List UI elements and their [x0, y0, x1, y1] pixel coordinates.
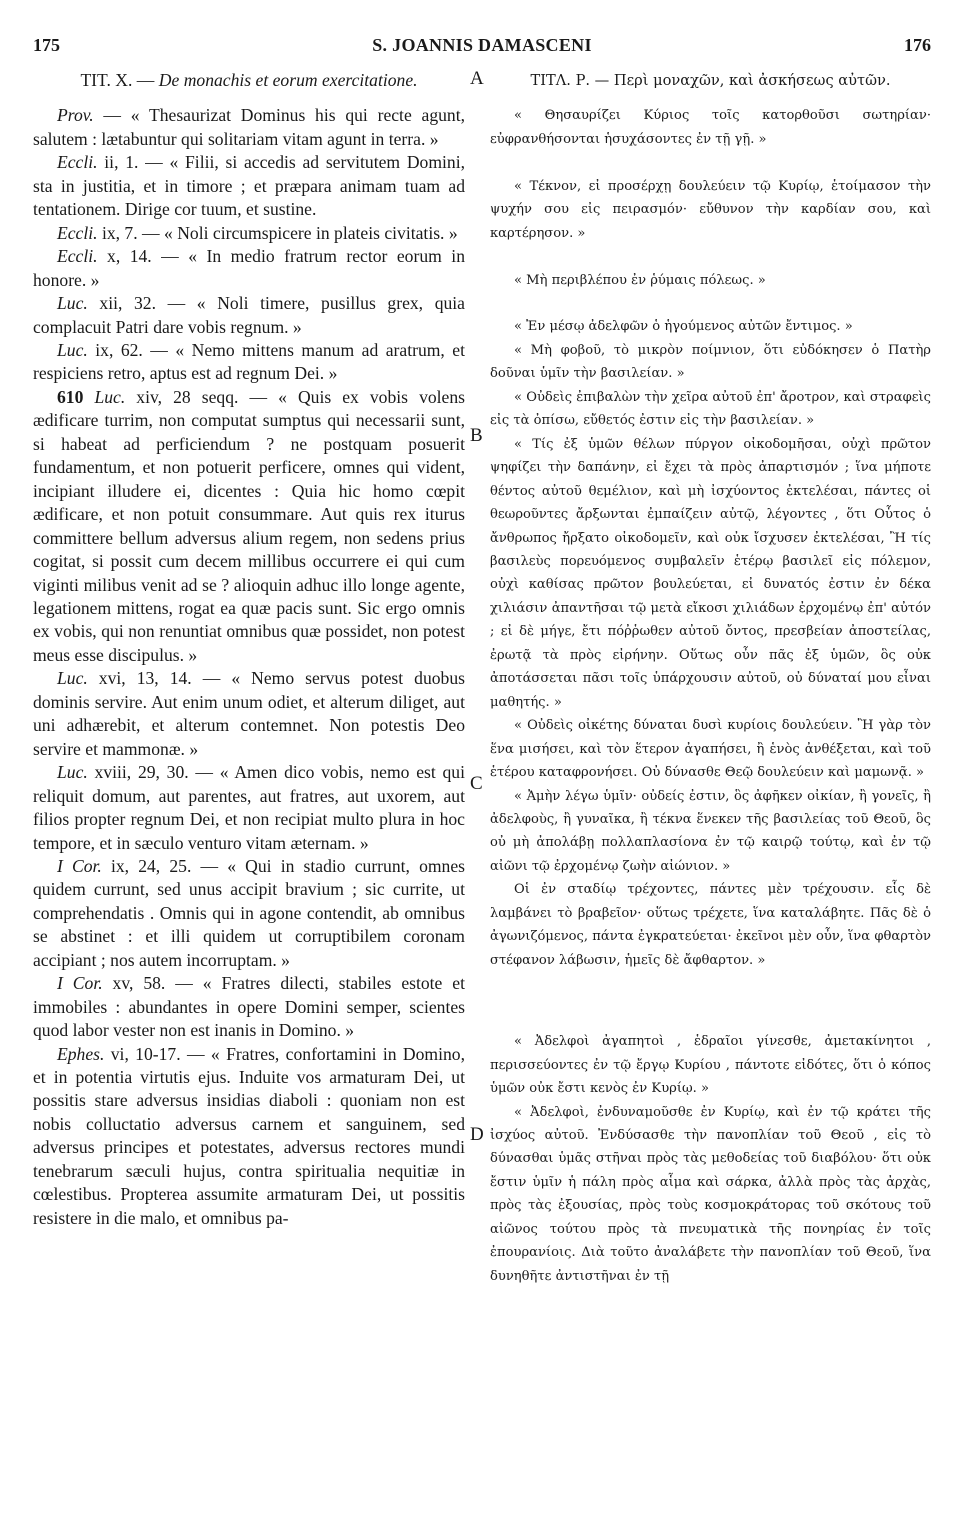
latin-paragraph: Luc. xviii, 29, 30. — « Amen dico vobis, nemo est qui reliquit domum, aut parentes, aut fratres, aut uxorem, aut filios propter regnum Dei, et non recipiat multo plura in hoc tempore, et in sæculo venturo vitam æternam. » — [33, 762, 465, 853]
latin-paragraph: 610 Luc. xiv, 28 seqq. — « Quis ex vobis volens ædificare turrim, non computat sumptus qui necessarii sunt, si habeat ad perficiendum ? ne postquam posuerit fundamentum, et non potuerit perficere, omnes qui vident, incipiant illudere ei, dicentes : Quia hic homo cœpit ædificare, et non potuit consummare. Aut quis rex iturus committere bellum adversus alium regem, non sedens prius cogitat, si possit cum decem millibus occurrere ei qui cum viginti milibus venit ad se ? alioquin adhuc illo longe agente, legationem mittens, rogat ea quæ pacis sunt. Sic ergo omnis ex vobis, qui non renuntiat omnibus quæ possidet, non potest meus esse discipulus. » — [33, 386, 466, 665]
column-number-610: 610 — [57, 386, 84, 407]
latin-section-title: TIT. X. — De monachis et eorum exercitatione. — [80, 70, 418, 90]
margin-marker-c: C — [470, 773, 483, 794]
latin-paragraph: Ephes. vi, 10-17. — « Fratres, confortamini in Domino, et in potentia virtutis ejus. Induite vos armaturam Dei, ut possitis stare adversus insidias diaboli : quoniam non est nobis colluctatio adversus carnem et sanguinem, sed adversus principes et potestates, adversus rectores mundi tenebrarum sæculi hujus, contra spiritualia nequitiæ in cœlestibus. Propterea assumite armaturam Dei, ut possitis resistere in die malo, et omnibus pa- — [33, 1043, 465, 1228]
greek-paragraph: « Οὐδεὶς οἰκέτης δύναται δυσὶ κυρίοις δουλεύειν. Ἢ γὰρ τὸν ἕνα μισήσει, καὶ τὸν ἕτερον ἀγαπήσει, ἢ ἑνὸς ἀνθέξεται, καὶ τοῦ ἑτέρου καταφρονήσει. Οὐ δύνασθε Θεῷ δουλεύειν καὶ μαμωνᾷ. » — [490, 718, 931, 781]
running-header — [33, 35, 931, 57]
greek-paragraph: « Θησαυρίζει Κύριος τοῖς κατορθοῦσι σωτηρίαν· εὐφρανθήσονται ἡσυχάσοντες ἐν τῇ γῇ. » — [490, 108, 931, 147]
greek-paragraph: « Τέκνον, εἰ προσέρχῃ δουλεύειν τῷ Κυρίῳ, ἑτοίμασον τὴν ψυχήν σου εἰς πειρασμόν· εὔθυνον τὴν καρδίαν σου, καὶ καρτέρησον. » — [490, 178, 931, 241]
page-number-right: 176 — [904, 35, 931, 55]
greek-paragraph: « Ἐν μέσῳ ἀδελφῶν ὁ ἡγούμενος αὐτῶν ἔντιμος. » — [514, 319, 853, 335]
margin-marker-b: B — [470, 425, 483, 446]
greek-paragraph: « Μὴ περιβλέπου ἐν ῥύμαις πόλεως. » — [514, 272, 766, 288]
page-number-left: 175 — [33, 35, 60, 55]
greek-column — [490, 69, 931, 1288]
latin-paragraph: Eccli. ii, 1. — « Filii, si accedis ad servitutem Domini, sta in justitia, et in timore ; et præpara animam tuam ad tentationem. Dirige cor tuum, et sustine. — [33, 152, 465, 220]
greek-paragraph: « Ἀδελφοὶ ἀγαπητοὶ , ἑδραῖοι γίνεσθε, ἀμετακίνητοι , περισσεύοντες ἐν τῷ ἔργῳ Κυρίου , πάντοτε εἰδότες, ὅτι ὁ κόπος ὑμῶν οὐκ ἔστι κενὸς ἐν Κυρίῳ. » — [490, 1034, 931, 1097]
latin-paragraph: Eccli. ix, 7. — « Noli circumspicere in plateis civitatis. » — [57, 222, 458, 243]
greek-paragraph: « Μὴ φοβοῦ, τὸ μικρὸν ποίμνιον, ὅτι εὐδόκησεν ὁ Πατὴρ δοῦναι ὑμῖν τὴν βασιλείαν. » — [490, 342, 931, 382]
margin-marker-a: A — [470, 68, 484, 89]
greek-paragraph: Οἱ ἐν σταδίῳ τρέχοντες, πάντες μὲν τρέχουσιν. εἷς δὲ λαμβάνει τὸ βραβεῖον· οὕτως τρέχετε, ἵνα καταλάβητε. Πᾶς δὲ ὁ ἀγωνιζόμενος, πάντα ἐγκρατεύεται· ἐκεῖνοι μὲν οὖν, ἵνα φθαρτὸν στέφανον λάβωσιν, ἡμεῖς δὲ ἄφθαρτον. » — [490, 882, 931, 968]
greek-section-title: ΤΙΤΛ. Ρ. — Περὶ μοναχῶν, καὶ ἀσκήσεως αὐτῶν. — [530, 72, 891, 89]
greek-paragraph: « Οὐδεὶς ἐπιβαλὼν τὴν χεῖρα αὐτοῦ ἐπ' ἄροτρον, καὶ στραφεὶς εἰς τὰ ὀπίσω, εὔθετός ἐστιν εἰς τὴν βασιλείαν. » — [490, 389, 931, 429]
running-title: S. JOANNIS DAMASCENI — [372, 35, 592, 55]
greek-paragraph: « Τίς ἐξ ὑμῶν θέλων πύργον οἰκοδομῆσαι, οὐχὶ πρῶτον ψηφίζει τὴν δαπάνην, εἰ ἔχει τὰ πρὸς ἀπαρτισμόν ; ἵνα μήποτε θέντος αὐτοῦ θεμέλιον, καὶ μὴ ἰσχύοντος ἐκτελέσαι, πάντες οἱ θεωροῦντες ἄρξωνται ἐμπαίζειν αὐτῷ, λέγοντες , ὅτι Οὗτος ὁ ἄνθρωπος ἤρξατο οἰκοδομεῖν, καὶ οὐκ ἴσχυσεν ἐκτελέσαι, Ἢ τίς βασιλεὺς πορευόμενος συμβαλεῖν ἑτέρῳ βασιλεῖ εἰς πόλεμον, οὐχὶ καθίσας πρῶτον βουλεύεται, εἰ δυνατός ἐστιν ἐν δέκα χιλιάσιν ἀπαντῆσαι τῷ μετὰ εἴκοσι χιλιάδων ἐρχομένῳ ἐπ' αὐτόν ; εἰ δὲ μήγε, ἔτι πόῤῥωθεν αὐτοῦ ὄντος, πρεσβείαν ἀποστείλας, ἐρωτᾷ τὰ πρὸς εἰρήνην. Οὕτως οὖν πᾶς ἐξ ὑμῶν, ὃς οὐκ ἀποτάσσεται πᾶσι τοῖς ὑπάρχουσιν αὐτοῦ, οὐ δύναταί μου εἶναι μαθητής. » — [490, 436, 931, 710]
latin-paragraph: Luc. xvi, 13, 14. — « Nemo servus potest duobus dominis servire. Aut enim unum odiet, et alterum diliget, aut uni adhærebit, et alterum contemnet. Non potestis Deo servire et mammonæ. » — [33, 668, 465, 759]
latin-column — [33, 69, 465, 1230]
latin-paragraph: Luc. xii, 32. — « Noli timere, pusillus grex, quia complacuit Patri dare vobis regnum. » — [33, 293, 465, 337]
latin-paragraph: I Cor. ix, 24, 25. — « Qui in stadio currunt, omnes quidem currunt, sed unus accipit bravium ; sic currite, ut comprehendatis . Omnis qui in agone contendit, ab omnibus se abstinet : et illi quidem ut corruptibilem coronam accipiant ; nos autem incorruptam. » — [33, 855, 465, 970]
latin-paragraph: Eccli. x, 14. — « In medio fratrum rector eorum in honore. » — [33, 246, 465, 290]
margin-marker-d: D — [470, 1124, 484, 1145]
latin-paragraph: Luc. ix, 62. — « Nemo mittens manum ad aratrum, et respiciens retro, aptus est ad regnum Dei. » — [33, 339, 465, 384]
greek-paragraph: « Ἀμὴν λέγω ὑμῖν· οὐδείς ἐστιν, ὃς ἀφῆκεν οἰκίαν, ἢ γονεῖς, ἢ ἀδελφοὺς, ἢ γυναῖκα, ἢ τέκνα ἕνεκεν τῆς βασιλείας τοῦ Θεοῦ, ὃς οὐ μὴ ἀπολάβῃ πολλαπλασίονα ἐν τῷ καιρῷ τούτῳ, καὶ ἐν τῷ αἰῶνι τῷ ἐρχομένῳ ζωὴν αἰώνιον. » — [490, 788, 931, 874]
latin-paragraph: Prov. — « Thesaurizat Dominus his qui recte agunt, salutem : lætabuntur qui solitariam vitam agunt in terra. » — [33, 105, 465, 149]
latin-paragraph: I Cor. xv, 58. — « Fratres dilecti, stabiles estote et immobiles : abundantes in opere Domini semper, scientes quod labor vester non est inanis in Domino. » — [33, 973, 465, 1041]
greek-paragraph: « Ἀδελφοὶ, ἐνδυναμοῦσθε ἐν Κυρίῳ, καὶ ἐν τῷ κράτει τῆς ἰσχύος αὐτοῦ. Ἐνδύσασθε τὴν πανοπλίαν τοῦ Θεοῦ , εἰς τὸ δύνασθαι ὑμᾶς στῆναι πρὸς τὰς μεθοδείας τοῦ διαβόλου· ὅτι οὐκ ἔστιν ὑμῖν ἡ πάλη πρὸς αἷμα καὶ σάρκα, ἀλλὰ πρὸς τὰς ἀρχὰς, πρὸς τὰς ἐξουσίας, πρὸς τοὺς κοσμοκράτορας τοῦ σκότους τοῦ αἰῶνος τούτου πρὸς τὰ πνευματικὰ τῆς πονηρίας ἐν τοῖς ἐπουρανίοις. Διὰ τοῦτο ἀναλάβετε τὴν πανοπλίαν τοῦ Θεοῦ, ἵνα δυνηθῆτε ἀντιστῆναι ἐν τῇ — [490, 1104, 931, 1284]
